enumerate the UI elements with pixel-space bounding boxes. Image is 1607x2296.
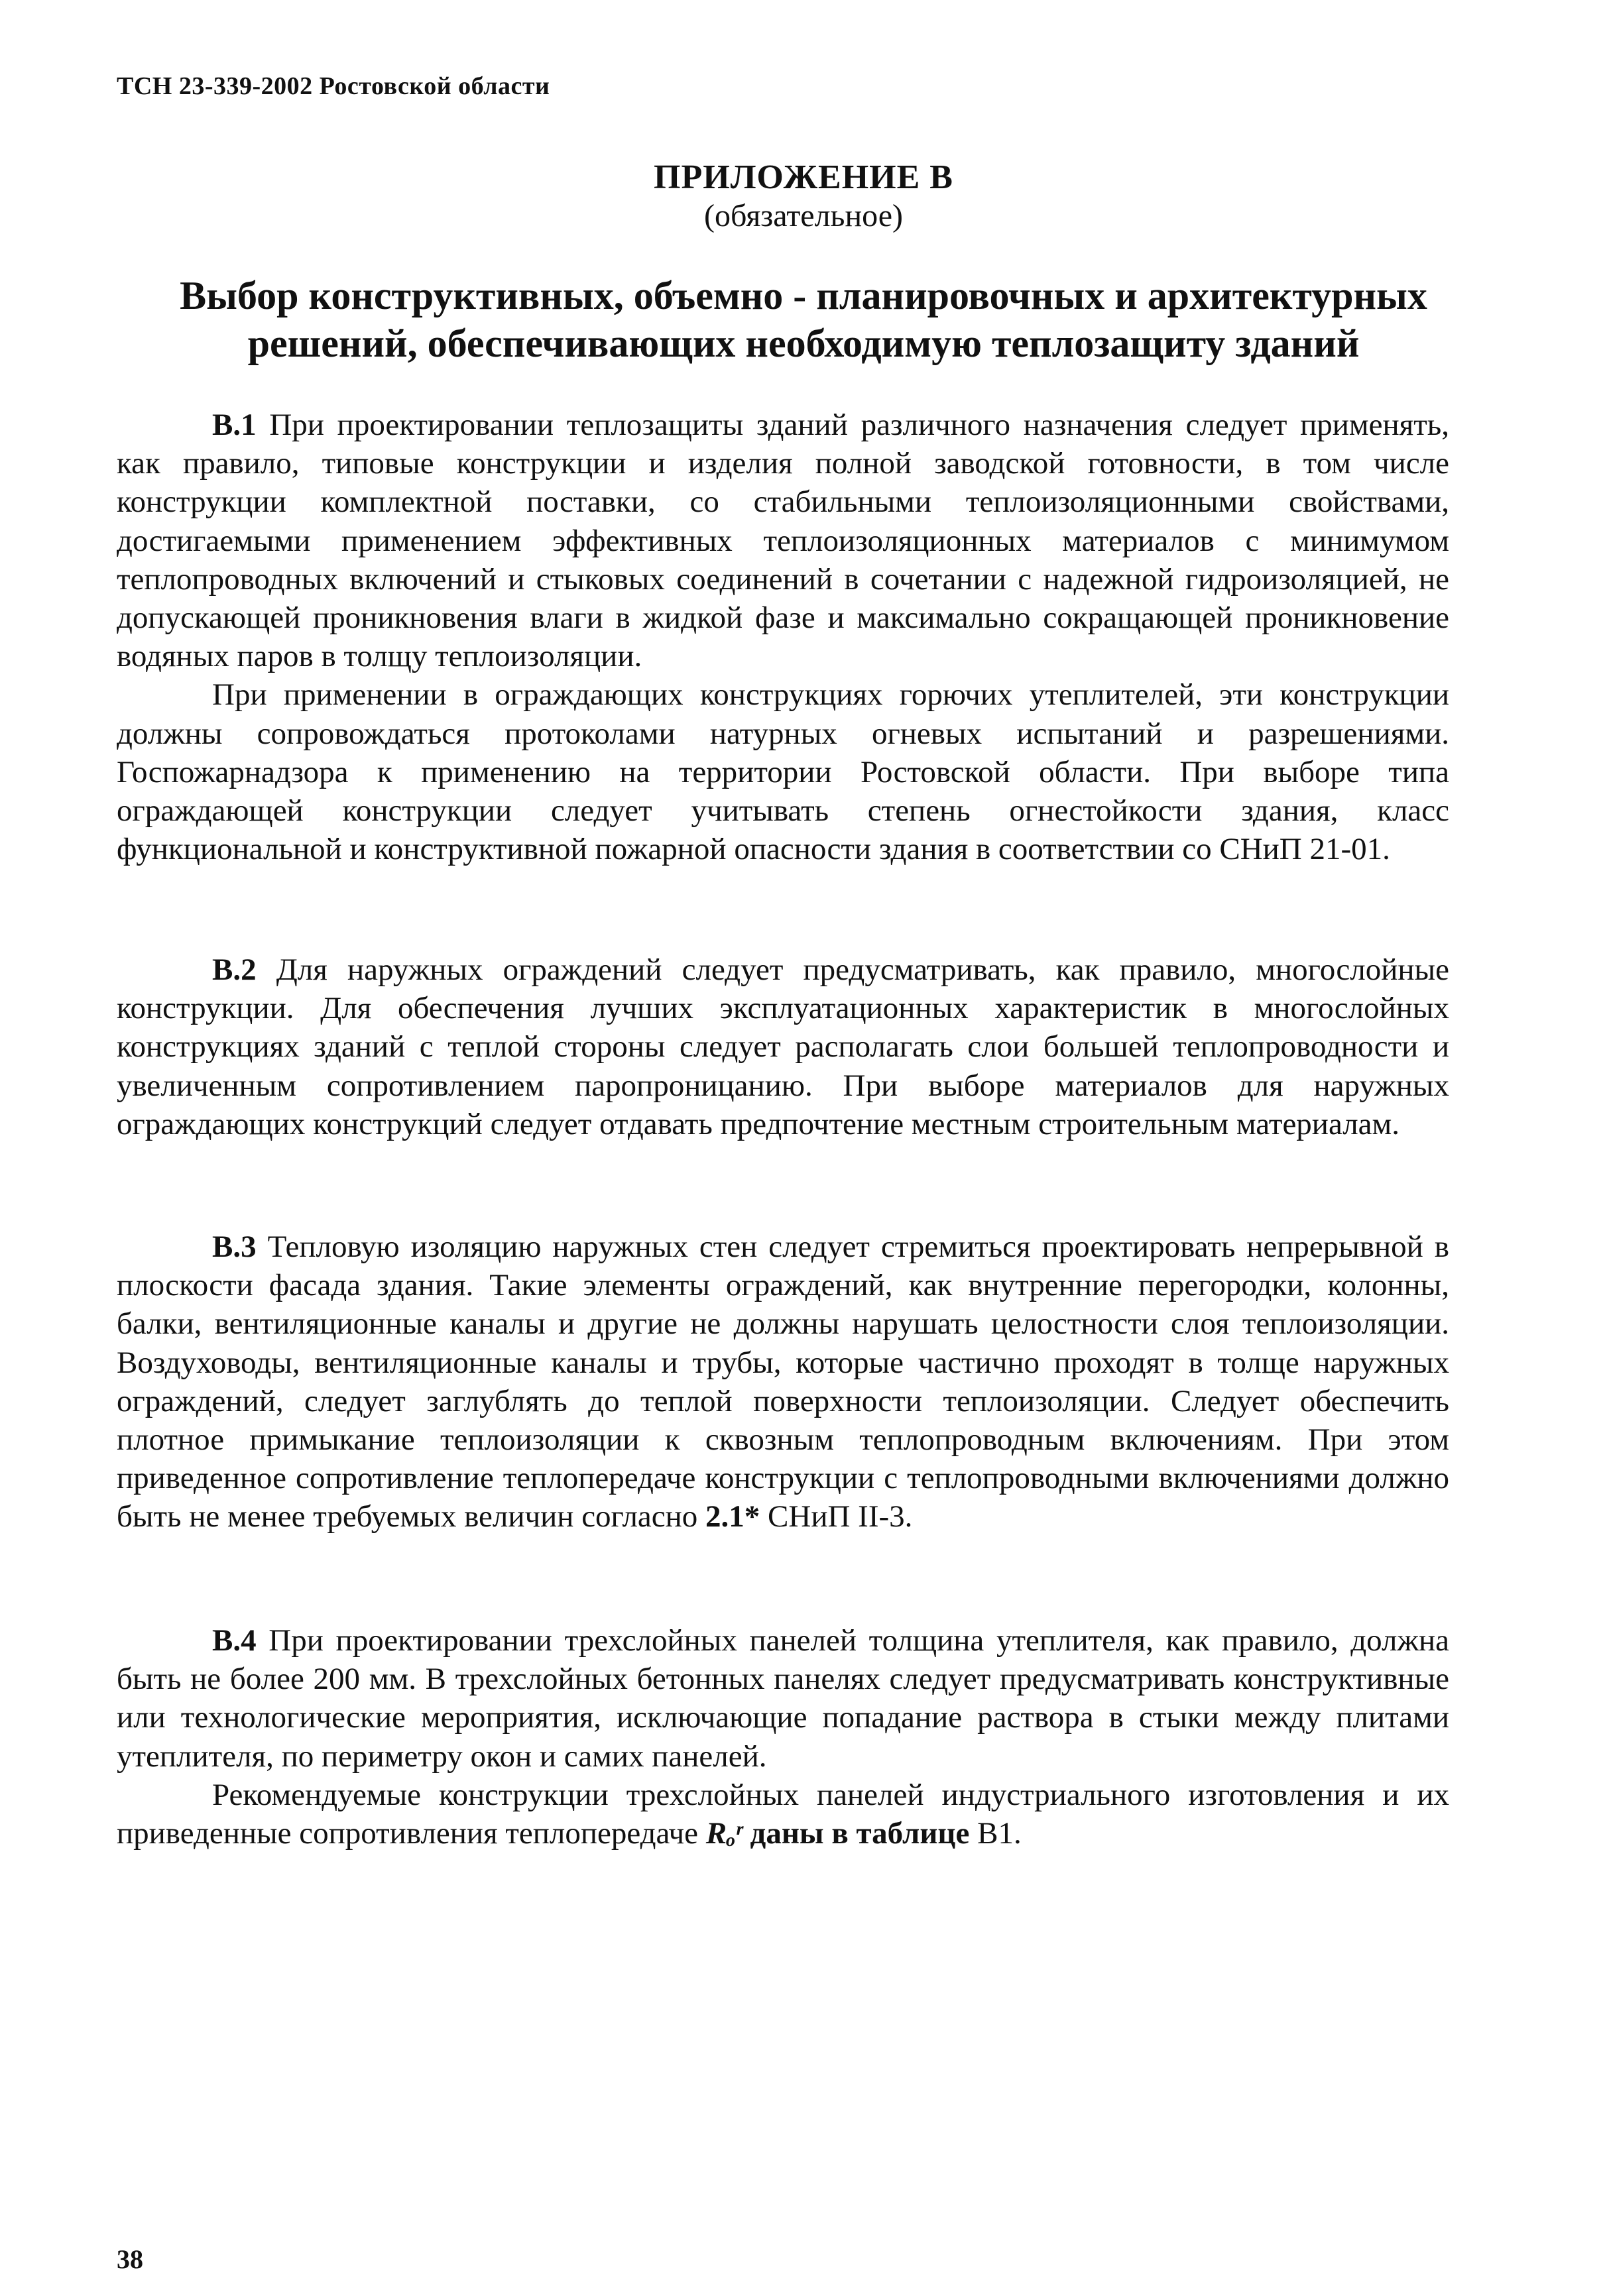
section-b2 [117, 950, 1449, 1143]
paragraph [117, 1621, 1449, 1776]
paragraph [117, 1228, 1449, 1536]
paragraph [117, 1776, 1449, 1853]
document-header: ТСН 23-339-2002 Ростовской области [117, 72, 550, 100]
appendix-status: (обязательное) [704, 198, 903, 233]
section-number: В.2 [212, 952, 257, 987]
paragraph-text-end: СНиП II-3. [760, 1499, 913, 1534]
paragraph-text: При проектировании трехслойных панелей толщина утеплителя, как правило, должна быть не более 200 мм. В трехслойных бетонных панелях следует предусматривать конструктивные или технологические мероприятия, исключающие попадание раствора в стыки между плитами утеплителя, по периметру окон и самих панелей. [117, 1623, 1449, 1774]
paragraph: При применении в ограждающих конструкциях горючих утеплителей, эти конструкции должны сопровождаться протоколами натурных огневых испытаний и разрешениями. Госпожарнадзора к применению на территории Ростовской области. При выборе типа ограждающей конструкции следует учитывать степень огнестойкости здания, класс функциональной и конструктивной пожарной опасности здания в соответствии со СНиП 21-01. [117, 677, 1449, 867]
section-number: В.1 [212, 408, 257, 442]
resistance-symbol: Rₒʳ [705, 1816, 743, 1851]
paragraph-text: Рекомендуемые конструкции трехслойных панелей индустриального изготовления и их приведенные сопротивления теплопередаче [117, 1777, 1449, 1851]
paragraph-text: При проектировании теплозащиты зданий различного назначения следует применять, как правило, типовые конструкции и изделия полной заводской готовности, в том числе конструкции комплектной поставки, со стабильными теплоизоляционными свойствами, достигаемыми применением эффективных теплоизоляционных материалов с минимумом теплопроводных включений и стыковых соединений в сочетании с надежной гидроизоляцией, не допускающей проникновения влаги в жидкой фазе и максимально сокращающей проникновение водяных паров в толщу теплоизоляции. [117, 408, 1449, 674]
paragraph [117, 950, 1449, 1143]
section-number: В.4 [212, 1623, 257, 1658]
clause-reference: 2.1* [705, 1499, 760, 1534]
paragraph [117, 406, 1449, 675]
page-number: 38 [117, 2244, 143, 2274]
paragraph-text: Тепловую изоляцию наружных стен следует стремиться проектировать непрерывной в плоскости фасада здания. Такие элементы ограждений, как внутренние перегородки, колонны, балки, вентиляционные каналы и другие не должны нарушать целостности слоя теплоизоляции. Воздуховоды, вентиляционные каналы и трубы, которые частично проходят в толще наружных ограждений, следует заглублять до теплой поверхности теплоизоляции. Следует обеспечить плотное примыкание теплоизоляции к сквозным теплопроводным включениям. При этом приведенное сопротивление теплопередаче конструкции с теплопроводными включениями должно быть не менее требуемых величин согласно [117, 1230, 1449, 1534]
main-title: Выбор конструктивных, объемно - планировочных и архитектурных решений, обеспечивающих необходимую теплозащиту зданий [180, 274, 1427, 365]
paragraph-text: Для наружных ограждений следует предусматривать, как правило, многослойные конструкции. Для обеспечения лучших эксплуатационных характеристик в многослойных конструкциях зданий с теплой стороны следует располагать слои большей теплопроводности и увеличенным сопротивлением паропроницанию. При выборе материалов для наружных ограждающих конструкций следует отдавать предпочтение местным строительным материалам. [117, 952, 1449, 1141]
paragraph-text-bold: даны в таблице [742, 1816, 978, 1851]
table-reference: В1. [977, 1816, 1022, 1851]
appendix-title: ПРИЛОЖЕНИЕ В [654, 158, 953, 196]
section-b1 [117, 406, 1449, 868]
section-b4 [117, 1621, 1449, 1853]
section-number: В.3 [212, 1230, 257, 1264]
section-b3 [117, 1228, 1449, 1536]
